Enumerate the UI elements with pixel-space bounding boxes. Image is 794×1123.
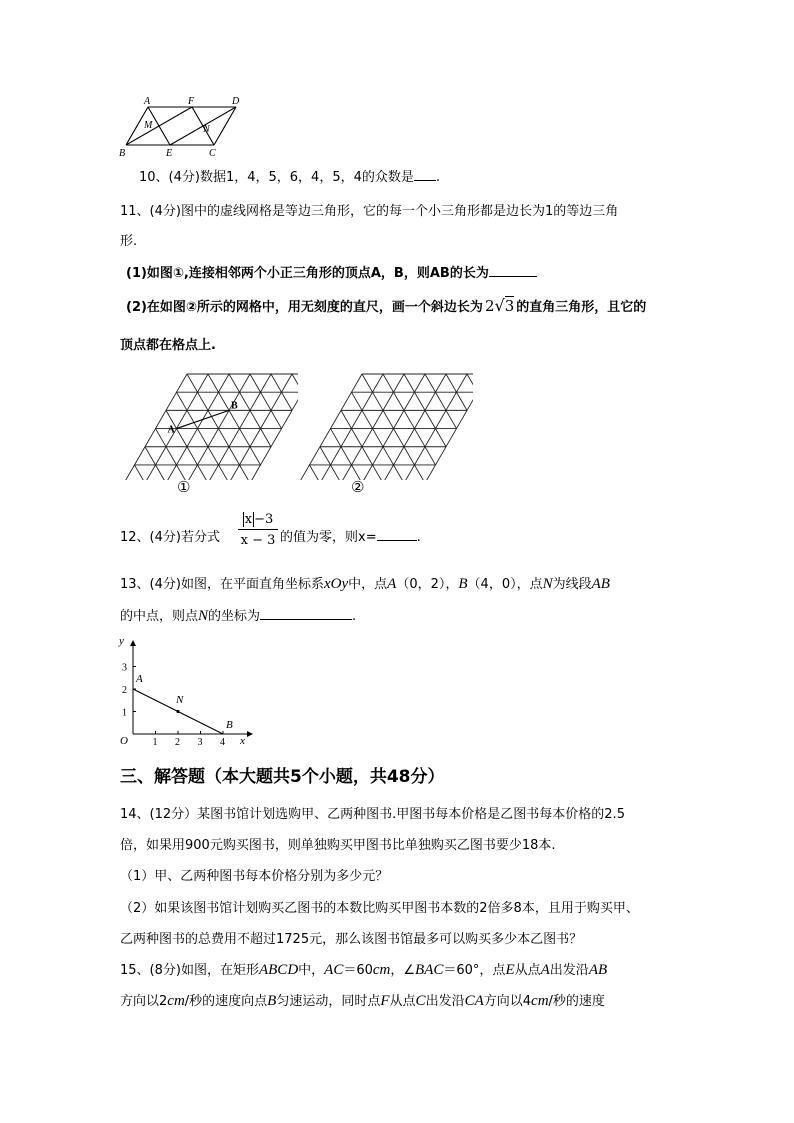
answer-blank[interactable] xyxy=(377,540,417,541)
y-axis-label: y xyxy=(119,635,124,647)
question-14-sub2b: 乙两种图书的总费用不超过1725元，那么该图书馆最多可以购买多少本乙图书？ xyxy=(120,932,583,947)
question-14-line2: 倍，如果用900元购买图书，则单独购买甲图书比单独购买乙图书要少18本. xyxy=(120,838,556,853)
question-10: 10、(4分)数据1，4，5，6，4，5，4的众数是 . xyxy=(139,170,441,185)
parallelogram-figure xyxy=(118,95,248,157)
x-tick-label: 3 xyxy=(197,737,203,745)
grid-point-b: B xyxy=(231,400,238,412)
triangle-grid-2 xyxy=(293,370,473,480)
x-tick-label: 1 xyxy=(152,737,158,745)
grid-caption-2: ② xyxy=(351,478,365,496)
label-e: E xyxy=(166,148,173,157)
question-11-line2: 形. xyxy=(120,234,138,249)
question-11-line4: 顶点都在格点上. xyxy=(120,338,216,353)
question-11-line1: 11、(4分)图中的虚线网格是等边三角形，它的每一个小三角形都是边长为1的等边三角 xyxy=(120,204,619,219)
y-tick-label: 1 xyxy=(122,707,127,719)
answer-blank[interactable] xyxy=(260,619,352,620)
question-11-part1: (1)如图①,连接相邻两个小正三角形的顶点A，B，则AB的长为 xyxy=(126,262,537,281)
question-15-line1: 15、(8分)如图，在矩形ABCD中，AC＝60cm，∠BAC＝60°，点E从点A出发沿AB xyxy=(120,962,608,978)
question-14-sub2a: （2）如果该图书馆计划购买乙图书的本数比购买甲图书本数的2倍多8本，且用于购买甲、 xyxy=(120,901,639,916)
question-15-line2: 方向以2cm/秒的速度向点B匀速运动，同时点F从点C出发沿CA方向以4cm/秒的速度 xyxy=(120,993,605,1009)
question-12-tail: 的值为零，则x= . xyxy=(280,530,421,545)
fraction: x −3 x − 3 xyxy=(238,512,278,548)
point-a-label: A xyxy=(136,673,143,685)
y-tick-label: 3 xyxy=(122,662,127,674)
question-14-sub1: （1）甲、乙两种图书每本价格分别为多少元？ xyxy=(120,869,389,884)
grid-caption-1: ① xyxy=(177,478,191,496)
question-13-line1: 13、(4分)如图，在平面直角坐标系xOy中，点A（0，2），B（4，0），点N为线段AB xyxy=(120,576,610,592)
label-a: A xyxy=(144,96,151,107)
origin-label: O xyxy=(120,735,128,745)
label-c: C xyxy=(209,148,216,157)
section-3-title: 三、解答题（本大题共5个小题，共48分） xyxy=(120,767,445,787)
segment-ab xyxy=(177,410,230,428)
label-f: F xyxy=(188,96,195,107)
label-d: D xyxy=(232,96,240,107)
x-tick-label: 4 xyxy=(220,737,225,745)
two-root-three: 2√3 xyxy=(484,296,515,315)
triangle-grid-1 xyxy=(118,370,298,480)
answer-blank[interactable] xyxy=(414,180,436,181)
question-12: 12、(4分)若分式 xyxy=(120,530,220,545)
coordinate-figure xyxy=(112,633,257,745)
label-n: N xyxy=(203,124,210,135)
point-b-label: B xyxy=(226,719,233,731)
y-tick-label: 2 xyxy=(122,685,127,696)
x-tick-label: 2 xyxy=(175,737,180,745)
label-m: M xyxy=(144,120,153,131)
grid-point-a: A xyxy=(167,424,175,436)
x-axis-label: x xyxy=(240,735,245,745)
point-n-label: N xyxy=(176,694,184,706)
label-b: B xyxy=(119,148,126,157)
question-14-line1: 14、(12分）某图书馆计划选购甲、乙两种图书.甲图书每本价格是乙图书每本价格的2.5 xyxy=(120,807,625,822)
question-11-part2: (2)在如图②所示的网格中，用无刻度的直尺，画一个斜边长为 2√3 的直角三角形，且它的 xyxy=(126,296,647,315)
question-13-line2: 的中点，则点N的坐标为 . xyxy=(120,608,357,624)
answer-blank[interactable] xyxy=(489,276,537,277)
